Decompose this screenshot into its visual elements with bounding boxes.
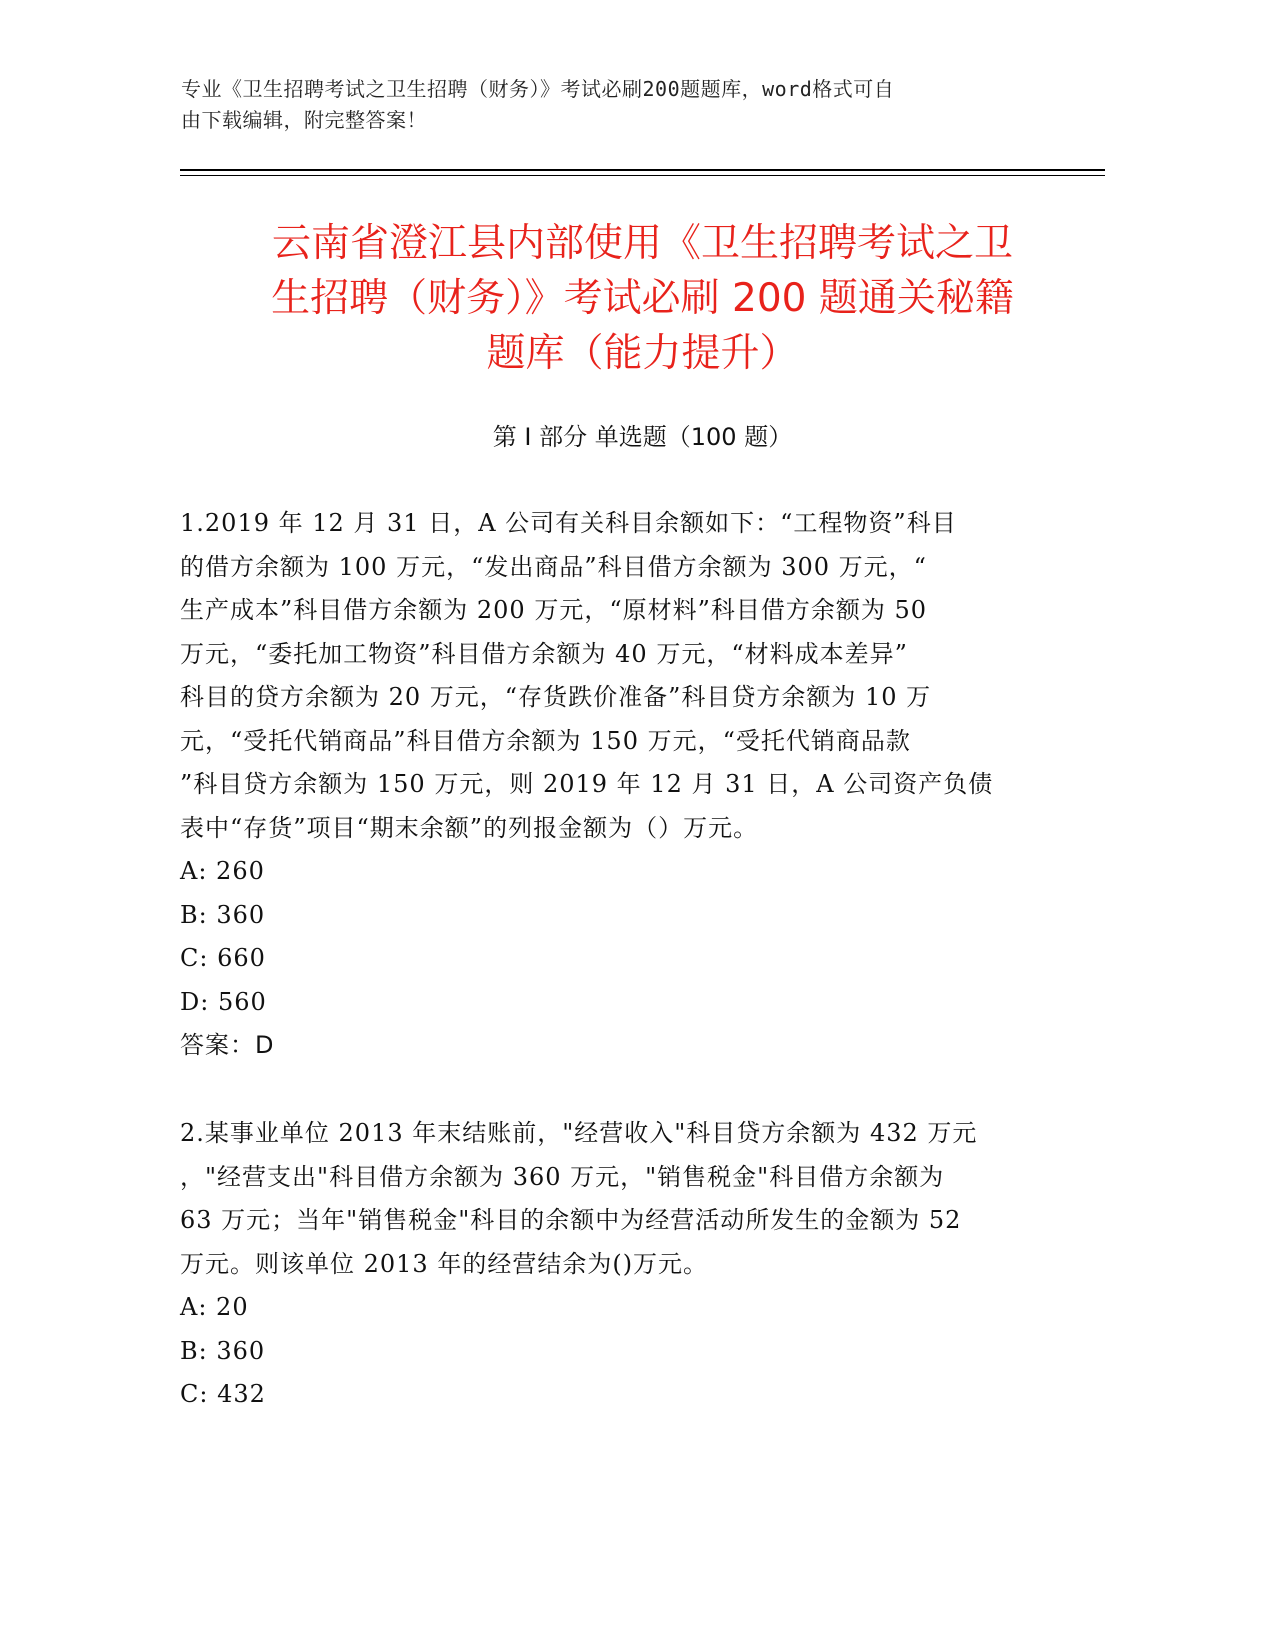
- title-line-1: 云南省澄江县内部使用《卫生招聘考试之卫: [271, 221, 1013, 266]
- title-line-2: 生招聘（财务）》考试必刷 200 题通关秘籍: [271, 276, 1014, 321]
- title-line-3: 题库（能力提升）: [486, 331, 799, 376]
- page-header: [181, 74, 1061, 136]
- option-d: D: 560: [180, 987, 267, 1016]
- stem-line: 万元。则该单位 2013 年的经营结余为()万元。: [180, 1249, 709, 1278]
- header-line-1: 专业《卫生招聘考试之卫生招聘（财务）》考试必刷200题题库，word格式可自: [181, 77, 895, 101]
- answer-label: 答案：D: [180, 1031, 275, 1059]
- question-1: [180, 502, 1040, 1068]
- option-c: C: 660: [180, 944, 266, 972]
- option-list: [180, 850, 1040, 1024]
- stem-line: 科目的贷方余额为 20 万元，“存货跌价准备”科目贷方余额为 10 万: [180, 683, 932, 711]
- option-b: B: 360: [180, 1336, 266, 1365]
- stem-line: 1.2019 年 12 月 31 日，A 公司有关科目余额如下：“工程物资”科目: [180, 509, 957, 537]
- stem-line: ”科目贷方余额为 150 万元，则 2019 年 12 月 31 日，A 公司资产负债: [180, 770, 994, 798]
- stem-line: 万元，“委托加工物资”科目借方余额为 40 万元，“材料成本差异”: [180, 639, 908, 668]
- option-list: [180, 1286, 1040, 1417]
- question-stem: [180, 502, 1040, 850]
- option-a: A: 20: [180, 1293, 249, 1321]
- option-c: C: 432: [180, 1380, 266, 1408]
- stem-line: 的借方余额为 100 万元，“发出商品”科目借方余额为 300 万元，“: [180, 552, 927, 581]
- header-divider-thin: [180, 175, 1105, 176]
- stem-line: 生产成本”科目借方余额为 200 万元，“原材料”科目借方余额为 50: [180, 596, 928, 624]
- header-line-2: 由下载编辑，附完整答案！: [181, 108, 427, 132]
- stem-line: 元，“受托代销商品”科目借方余额为 150 万元，“受托代销商品款: [180, 726, 911, 755]
- stem-line: ，"经营支出"科目借方余额为 360 万元，"销售税金"科目借方余额为: [180, 1162, 945, 1191]
- question-stem: [180, 1112, 1040, 1286]
- question-2: [180, 1112, 1040, 1417]
- header-divider-thick: [180, 169, 1105, 171]
- document-title: [180, 216, 1105, 381]
- option-b: B: 360: [180, 900, 266, 929]
- section-title: 第 I 部分 单选题（100 题）: [492, 423, 793, 451]
- stem-line: 63 万元；当年"销售税金"科目的余额中为经营活动所发生的金额为 52: [180, 1206, 962, 1234]
- stem-line: 表中“存货”项目“期末余额”的列报金额为（）万元。: [180, 813, 759, 842]
- stem-line: 2.某事业单位 2013 年末结账前，"经营收入"科目贷方余额为 432 万元: [180, 1119, 978, 1147]
- option-a: A: 260: [180, 857, 265, 885]
